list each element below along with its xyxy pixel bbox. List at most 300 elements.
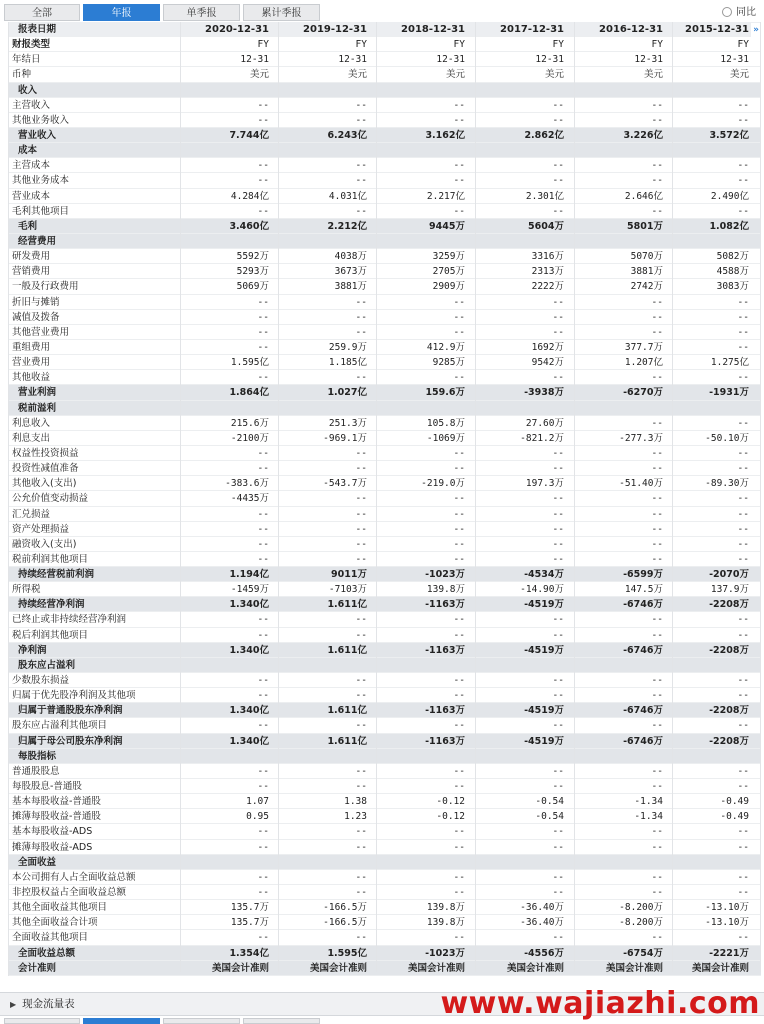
table-row bbox=[9, 416, 761, 431]
cell-value: -- bbox=[453, 781, 465, 793]
cell-value: 3881万 bbox=[630, 266, 663, 278]
cell-value: -- bbox=[737, 160, 749, 172]
table-row bbox=[9, 173, 761, 188]
cell-value: -- bbox=[651, 781, 663, 793]
cell-value: 2.301亿 bbox=[525, 190, 564, 202]
table-row bbox=[9, 688, 761, 703]
row-label: 成本 bbox=[18, 145, 38, 157]
cell-value: -- bbox=[453, 463, 465, 475]
cell-value: -- bbox=[651, 296, 663, 308]
cell-value: -- bbox=[257, 841, 269, 853]
cell-value: 1.23 bbox=[344, 811, 367, 823]
cell-value: -- bbox=[737, 493, 749, 505]
cell-value: -- bbox=[737, 523, 749, 535]
row-label: 经营费用 bbox=[18, 235, 57, 247]
cell-value: -- bbox=[651, 372, 663, 384]
table-row bbox=[9, 431, 761, 446]
row-label: 归属于普通股股东净利润 bbox=[18, 705, 123, 717]
table-row bbox=[9, 507, 761, 522]
row-label: 摊薄每股收益-ADS bbox=[12, 841, 93, 853]
header-label: 报表日期 bbox=[18, 24, 57, 35]
row-label: 其他收益 bbox=[12, 372, 51, 384]
cell-value: 1692万 bbox=[531, 341, 564, 353]
tab-annual[interactable] bbox=[83, 1018, 160, 1024]
cell-value: 美元 bbox=[249, 69, 269, 81]
tab-all[interactable]: 全部 bbox=[4, 4, 80, 21]
cell-value: 2909万 bbox=[432, 281, 465, 293]
cell-value: -- bbox=[355, 523, 367, 535]
cell-value: -- bbox=[453, 523, 465, 535]
cell-value: 377.7万 bbox=[624, 341, 663, 353]
cell-value: -2208万 bbox=[709, 599, 749, 611]
cell-value: -- bbox=[453, 720, 465, 732]
cell-value: -- bbox=[651, 523, 663, 535]
cell-value: -- bbox=[257, 160, 269, 172]
cell-value: -- bbox=[737, 326, 749, 338]
row-label: 每股指标 bbox=[18, 750, 57, 762]
cell-value: -- bbox=[552, 508, 564, 520]
row-label: 会计准则 bbox=[18, 962, 57, 974]
cell-value: -- bbox=[257, 296, 269, 308]
cell-value: -- bbox=[453, 99, 465, 111]
table-row bbox=[9, 612, 761, 627]
row-label: 减值及拨备 bbox=[12, 311, 60, 323]
cell-value: -- bbox=[453, 841, 465, 853]
cell-value: 12-31 bbox=[634, 54, 663, 66]
cell-value: 2742万 bbox=[630, 281, 663, 293]
row-label: 全面收益 bbox=[18, 856, 57, 868]
tab-single-quarter[interactable] bbox=[163, 1018, 240, 1024]
cell-value: -51.40万 bbox=[619, 478, 663, 490]
cell-value: -- bbox=[453, 675, 465, 687]
cell-value: -- bbox=[453, 614, 465, 626]
row-label: 持续经营税前利润 bbox=[18, 569, 95, 581]
cell-value: 7.744亿 bbox=[229, 129, 269, 141]
cell-value: -- bbox=[737, 675, 749, 687]
report-tabbar bbox=[0, 0, 764, 22]
cell-value: 6.243亿 bbox=[327, 129, 367, 141]
cell-value: -- bbox=[737, 781, 749, 793]
table-row bbox=[9, 779, 761, 794]
cell-value: 1.38 bbox=[344, 796, 367, 808]
row-label: 归属于优先股净利润及其他项 bbox=[12, 690, 136, 702]
cell-value: 1.611亿 bbox=[327, 735, 367, 747]
cell-value: -3938万 bbox=[524, 387, 564, 399]
cell-value: -- bbox=[737, 720, 749, 732]
cell-value: -- bbox=[737, 871, 749, 883]
subtotal-row bbox=[9, 219, 761, 234]
cell-value: 1.864亿 bbox=[229, 387, 269, 399]
table-row bbox=[9, 930, 761, 945]
cell-value: -- bbox=[355, 538, 367, 550]
section-header-row bbox=[9, 749, 761, 764]
row-label: 折旧与摊销 bbox=[12, 296, 60, 308]
cell-value: -- bbox=[552, 114, 564, 126]
cell-value: -4519万 bbox=[524, 599, 564, 611]
cell-value: 12-31 bbox=[720, 54, 749, 66]
cell-value: -- bbox=[651, 205, 663, 217]
cell-value: -- bbox=[737, 538, 749, 550]
cell-value: -- bbox=[737, 765, 749, 777]
cell-value: -7103万 bbox=[328, 584, 367, 596]
cell-value: -8.200万 bbox=[619, 902, 663, 914]
cell-value: -- bbox=[651, 508, 663, 520]
cell-value: -- bbox=[257, 826, 269, 838]
cell-value: 5293万 bbox=[236, 266, 269, 278]
row-label: 基本每股收益-普通股 bbox=[12, 796, 101, 808]
cell-value: 3.226亿 bbox=[623, 129, 663, 141]
column-divider bbox=[278, 22, 279, 972]
cell-value: -0.12 bbox=[436, 811, 465, 823]
report-tabbar-repeat bbox=[0, 1018, 764, 1024]
cell-value: -- bbox=[453, 205, 465, 217]
cell-value: -4519万 bbox=[524, 644, 564, 656]
cell-value: -0.54 bbox=[535, 811, 564, 823]
cell-value: -- bbox=[355, 720, 367, 732]
subtotal-row bbox=[9, 961, 761, 976]
cell-value: 5604万 bbox=[528, 220, 564, 232]
cell-value: 27.60万 bbox=[525, 417, 564, 429]
cell-value: 105.8万 bbox=[426, 417, 465, 429]
cell-value: -- bbox=[737, 311, 749, 323]
cell-value: 9011万 bbox=[331, 569, 367, 581]
cell-value: -2221万 bbox=[709, 947, 749, 959]
cell-value: -- bbox=[552, 493, 564, 505]
cell-value: -277.3万 bbox=[619, 432, 663, 444]
cell-value: -- bbox=[355, 887, 367, 899]
cell-value: -- bbox=[552, 463, 564, 475]
watermark: www.wajiazhi.com bbox=[440, 986, 760, 1021]
cell-value: -- bbox=[737, 690, 749, 702]
row-label: 汇兑损益 bbox=[12, 508, 51, 520]
row-label: 税前利润其他项目 bbox=[12, 553, 89, 565]
cell-value: -- bbox=[651, 463, 663, 475]
cell-value: -- bbox=[737, 114, 749, 126]
cell-value: -- bbox=[552, 765, 564, 777]
cell-value: -- bbox=[257, 205, 269, 217]
cell-value: -0.12 bbox=[436, 796, 465, 808]
cell-value: -- bbox=[453, 508, 465, 520]
cell-value: -1459万 bbox=[230, 584, 269, 596]
cell-value: -- bbox=[737, 205, 749, 217]
section-header-row bbox=[9, 234, 761, 249]
cell-value: -2100万 bbox=[230, 432, 269, 444]
row-label: 融资收入(支出) bbox=[12, 538, 77, 550]
row-label: 已终止或非持续经营净利润 bbox=[12, 614, 127, 626]
cell-value: -50.10万 bbox=[705, 432, 749, 444]
cell-value: -13.10万 bbox=[705, 917, 749, 929]
cell-value: -- bbox=[651, 175, 663, 187]
table-row bbox=[9, 113, 761, 128]
row-label: 营业利润 bbox=[18, 387, 57, 399]
table-row bbox=[9, 370, 761, 385]
cell-value: -1163万 bbox=[425, 705, 465, 717]
cell-value: 1.595亿 bbox=[327, 947, 367, 959]
table-row bbox=[9, 794, 761, 809]
cell-value: -- bbox=[453, 447, 465, 459]
cell-value: -- bbox=[257, 99, 269, 111]
cell-value: -8.200万 bbox=[619, 917, 663, 929]
cell-value: -89.30万 bbox=[705, 478, 749, 490]
cell-value: 1.207亿 bbox=[624, 357, 663, 369]
cell-value: -- bbox=[453, 296, 465, 308]
cell-value: 137.9万 bbox=[710, 584, 749, 596]
cell-value: -1163万 bbox=[425, 735, 465, 747]
cell-value: 美元 bbox=[544, 69, 564, 81]
cell-value: 412.9万 bbox=[426, 341, 465, 353]
cell-value: -- bbox=[651, 690, 663, 702]
cell-value: 1.194亿 bbox=[229, 569, 269, 581]
table-row bbox=[9, 310, 761, 325]
table-row bbox=[9, 249, 761, 264]
cell-value: -- bbox=[737, 341, 749, 353]
cell-value: -6746万 bbox=[623, 705, 663, 717]
tab-cumulative-quarter[interactable]: 累计季报 bbox=[243, 4, 320, 21]
cell-value: 135.7万 bbox=[230, 917, 269, 929]
cell-value: -- bbox=[737, 887, 749, 899]
cell-value: -- bbox=[453, 932, 465, 944]
radio-icon[interactable] bbox=[722, 7, 732, 17]
cell-value: -- bbox=[355, 296, 367, 308]
header-date: 2019-12-31 bbox=[303, 24, 367, 35]
row-label: 税前溢利 bbox=[18, 402, 57, 414]
cell-value: -- bbox=[257, 538, 269, 550]
cell-value: -1.34 bbox=[634, 796, 663, 808]
cell-value: -- bbox=[552, 720, 564, 732]
expand-columns-icon[interactable]: » bbox=[751, 23, 761, 37]
income-statement-table bbox=[8, 22, 761, 976]
cell-value: -36.40万 bbox=[520, 917, 564, 929]
cell-value: -- bbox=[355, 205, 367, 217]
cell-value: 美国会计准则 bbox=[506, 962, 564, 974]
cell-value: 4588万 bbox=[716, 266, 749, 278]
row-label: 利息收入 bbox=[12, 417, 51, 429]
cell-value: 3316万 bbox=[531, 251, 564, 263]
cell-value: -4534万 bbox=[524, 569, 564, 581]
cell-value: -- bbox=[552, 826, 564, 838]
cell-value: -2208万 bbox=[709, 705, 749, 717]
cell-value: -- bbox=[355, 871, 367, 883]
cell-value: 251.3万 bbox=[328, 417, 367, 429]
tab-all[interactable] bbox=[4, 1018, 80, 1024]
cell-value: 139.8万 bbox=[426, 917, 465, 929]
cell-value: 3673万 bbox=[334, 266, 367, 278]
cell-value: -- bbox=[355, 447, 367, 459]
row-label: 年结日 bbox=[12, 54, 41, 66]
cell-value: 5801万 bbox=[627, 220, 663, 232]
cell-value: -1931万 bbox=[709, 387, 749, 399]
cell-value: -- bbox=[737, 614, 749, 626]
cell-value: 0.95 bbox=[246, 811, 269, 823]
row-label: 少数股东损益 bbox=[12, 675, 70, 687]
cell-value: 9285万 bbox=[432, 357, 465, 369]
cell-value: 美国会计准则 bbox=[211, 962, 269, 974]
subtotal-row bbox=[9, 567, 761, 582]
cell-value: -- bbox=[257, 720, 269, 732]
cell-value: -- bbox=[453, 629, 465, 641]
row-label: 摊薄每股收益-普通股 bbox=[12, 811, 101, 823]
cell-value: -- bbox=[651, 765, 663, 777]
column-divider bbox=[574, 22, 575, 972]
row-label: 其他业务收入 bbox=[12, 114, 70, 126]
cell-value: -- bbox=[355, 372, 367, 384]
cell-value: -- bbox=[355, 326, 367, 338]
cell-value: -- bbox=[453, 553, 465, 565]
cell-value: -- bbox=[737, 296, 749, 308]
cell-value: -6746万 bbox=[623, 735, 663, 747]
cell-value: 美国会计准则 bbox=[691, 962, 749, 974]
cell-value: -6754万 bbox=[623, 947, 663, 959]
cell-value: -- bbox=[355, 932, 367, 944]
row-label: 财报类型 bbox=[12, 39, 51, 51]
cell-value: -- bbox=[737, 175, 749, 187]
table-row bbox=[9, 461, 761, 476]
header-date: 2018-12-31 bbox=[401, 24, 465, 35]
row-label: 研发费用 bbox=[12, 251, 51, 263]
cell-value: -821.2万 bbox=[520, 432, 564, 444]
cell-value: -- bbox=[453, 538, 465, 550]
cell-value: -- bbox=[552, 538, 564, 550]
cell-value: -- bbox=[453, 887, 465, 899]
cell-value: -4556万 bbox=[524, 947, 564, 959]
cell-value: 1.611亿 bbox=[327, 644, 367, 656]
cell-value: -6746万 bbox=[623, 644, 663, 656]
cell-value: -- bbox=[257, 932, 269, 944]
subtotal-row bbox=[9, 703, 761, 718]
cell-value: -166.5万 bbox=[323, 902, 367, 914]
section-header-row bbox=[9, 143, 761, 158]
table-row bbox=[9, 158, 761, 173]
cell-value: -- bbox=[355, 781, 367, 793]
cell-value: -- bbox=[552, 871, 564, 883]
cell-value: -- bbox=[552, 372, 564, 384]
table-row bbox=[9, 264, 761, 279]
cell-value: 1.340亿 bbox=[229, 599, 269, 611]
table-row bbox=[9, 204, 761, 219]
cell-value: -- bbox=[737, 932, 749, 944]
yoy-toggle[interactable] bbox=[722, 3, 756, 18]
table-row bbox=[9, 52, 761, 67]
table-row bbox=[9, 325, 761, 340]
row-label: 所得税 bbox=[12, 584, 41, 596]
subtotal-row bbox=[9, 597, 761, 612]
header-date: 2020-12-31 bbox=[205, 24, 269, 35]
triangle-right-icon: ▶ bbox=[10, 1000, 17, 1009]
row-label: 币种 bbox=[12, 69, 32, 81]
cell-value: -- bbox=[552, 175, 564, 187]
row-label: 本公司拥有人占全面收益总额 bbox=[12, 871, 136, 883]
header-date: 2015-12-31 bbox=[685, 24, 749, 35]
cell-value: -- bbox=[257, 175, 269, 187]
table-row bbox=[9, 98, 761, 113]
subtotal-row bbox=[9, 734, 761, 749]
cell-value: -- bbox=[737, 463, 749, 475]
cell-value: 159.6万 bbox=[425, 387, 465, 399]
table-row bbox=[9, 295, 761, 310]
cell-value: 1.354亿 bbox=[229, 947, 269, 959]
cell-value: 2.862亿 bbox=[524, 129, 564, 141]
cell-value: -- bbox=[355, 614, 367, 626]
cell-value: -- bbox=[552, 311, 564, 323]
cell-value: FY bbox=[355, 39, 367, 51]
cell-value: 美国会计准则 bbox=[407, 962, 465, 974]
cell-value: 259.9万 bbox=[328, 341, 367, 353]
row-label: 归属于母公司股东净利润 bbox=[18, 735, 123, 747]
cell-value: -- bbox=[651, 99, 663, 111]
cell-value: 2.212亿 bbox=[327, 220, 367, 232]
table-row bbox=[9, 900, 761, 915]
cell-value: -- bbox=[355, 826, 367, 838]
tab-annual[interactable]: 年报 bbox=[83, 4, 160, 21]
row-label: 毛利其他项目 bbox=[12, 205, 70, 217]
cell-value: -- bbox=[651, 493, 663, 505]
cell-value: 9542万 bbox=[531, 357, 564, 369]
row-label: 主营成本 bbox=[12, 160, 51, 172]
cell-value: -- bbox=[651, 311, 663, 323]
table-row bbox=[9, 189, 761, 204]
cell-value: -- bbox=[552, 887, 564, 899]
cell-value: 美元 bbox=[347, 69, 367, 81]
cell-value: -- bbox=[257, 463, 269, 475]
cell-value: -- bbox=[737, 99, 749, 111]
cell-value: 1.07 bbox=[246, 796, 269, 808]
row-label: 税后利润其他项目 bbox=[12, 629, 89, 641]
cell-value: 1.275亿 bbox=[710, 357, 749, 369]
row-label: 利息支出 bbox=[12, 432, 51, 444]
cell-value: -- bbox=[355, 765, 367, 777]
column-divider bbox=[180, 22, 181, 972]
cell-value: 2.217亿 bbox=[426, 190, 465, 202]
tab-cumulative-quarter[interactable] bbox=[243, 1018, 320, 1024]
section-header-row bbox=[9, 855, 761, 870]
row-label: 每股股息-普通股 bbox=[12, 781, 82, 793]
cell-value: -4435万 bbox=[230, 493, 269, 505]
cell-value: 1.611亿 bbox=[327, 705, 367, 717]
cell-value: 1.595亿 bbox=[230, 357, 269, 369]
cell-value: -- bbox=[453, 160, 465, 172]
cell-value: -- bbox=[651, 417, 663, 429]
tab-single-quarter[interactable]: 单季报 bbox=[163, 4, 240, 21]
cell-value: -- bbox=[257, 765, 269, 777]
row-label: 营销费用 bbox=[12, 266, 51, 278]
cell-value: -- bbox=[737, 372, 749, 384]
cell-value: 1.340亿 bbox=[229, 735, 269, 747]
cell-value: FY bbox=[651, 39, 663, 51]
cell-value: -969.1万 bbox=[323, 432, 367, 444]
cell-value: 1.340亿 bbox=[229, 644, 269, 656]
cell-value: -- bbox=[552, 932, 564, 944]
row-label: 收入 bbox=[18, 84, 38, 96]
table-row bbox=[9, 67, 761, 82]
table-row bbox=[9, 340, 761, 355]
column-divider bbox=[672, 22, 673, 972]
cell-value: 147.5万 bbox=[624, 584, 663, 596]
row-label: 其他收入(支出) bbox=[12, 478, 77, 490]
table-row bbox=[9, 279, 761, 294]
cell-value: -- bbox=[257, 629, 269, 641]
cell-value: -- bbox=[651, 841, 663, 853]
cell-value: 5069万 bbox=[236, 281, 269, 293]
column-divider bbox=[376, 22, 377, 972]
cell-value: -- bbox=[737, 826, 749, 838]
table-row bbox=[9, 582, 761, 597]
cell-value: -- bbox=[355, 508, 367, 520]
cell-value: -- bbox=[257, 690, 269, 702]
cell-value: -- bbox=[552, 690, 564, 702]
cell-value: -- bbox=[453, 114, 465, 126]
cell-value: -- bbox=[355, 114, 367, 126]
cell-value: -2070万 bbox=[709, 569, 749, 581]
